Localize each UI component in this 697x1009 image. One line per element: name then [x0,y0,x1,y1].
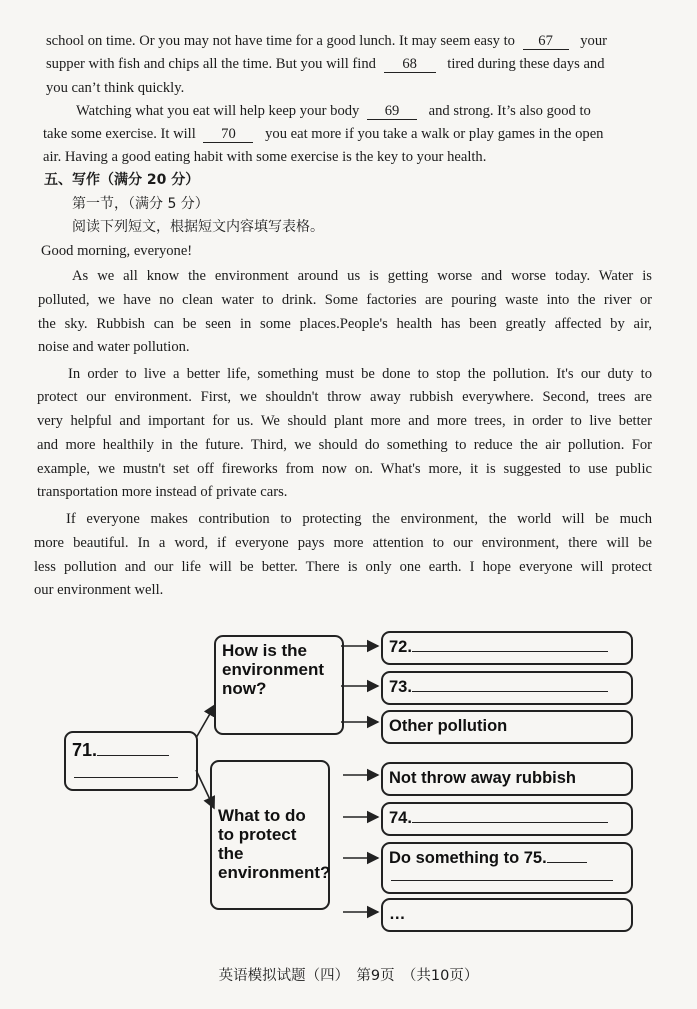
blank-68: 68 [384,56,436,73]
article-line: polluted, we have no clean water to drink. Some factories are pouring waste into the river or [38,292,652,308]
do-something-box [381,842,633,894]
article-line: noise and water pollution. [38,339,190,355]
answer-box-74 [381,802,633,836]
passage-line: you can’t think quickly. [46,80,185,96]
article-line: In order to live a better life, something must be done to stop the pollution. It's our duty to [68,366,652,382]
blank-69: 69 [367,103,417,120]
article-line: example, we mustn't set off fireworks from now on. What's more, it is suggested to use public [37,461,652,477]
article-line: If everyone makes contribution to protecting the environment, the world will be much [66,511,652,527]
passage-line: air. Having a good eating habit with some exercise is the key to your health. [43,149,487,165]
article-line: our environment well. [34,582,164,598]
ellipsis-box: … [381,898,633,932]
answer-73-label: 73. [389,678,412,696]
article-greeting: Good morning, everyone! [41,243,193,259]
answer-74-label: 74. [389,809,412,827]
other-pollution-box: Other pollution [381,710,633,744]
article-line: and more healthily in the future. Third, we should do something to reduce the air pollution. For [37,437,652,453]
question-box-protect: What to do to protect the environment? [210,760,330,910]
answer-75-line-2[interactable] [391,880,613,881]
not-throw-rubbish-box: Not throw away rubbish [381,762,633,796]
answer-box-73 [381,671,633,705]
passage-line: take some exercise. It will 70 you eat more if you take a walk or play games in the open [43,126,604,142]
page-footer: 英语模拟试题（四） 第9页 （共10页） [218,968,479,984]
blank-70: 70 [203,126,253,143]
section-title: 五、写作（满分 20 分） [44,172,200,188]
answer-72-label: 72. [389,638,412,656]
blank-71-label: 71. [72,740,98,760]
article-line: protect our environment. First, we shouldn't throw away rubbish everywhere. Second, trees are [37,389,652,405]
article-line: As we all know the environment around us is getting worse and worse today. Water is [72,268,652,284]
section-instruction: 阅读下列短文，根据短文内容填写表格。 [72,219,324,235]
section-part: 第一节，（满分 5 分） [72,196,209,212]
answer-box-72 [381,631,633,665]
article-line: more beautiful. In a word, if everyone pays more attention to our environment, there will be [34,535,652,551]
article-line: very helpful and important for us. We should plant more and more trees, in order to live better [37,413,652,429]
blank-71-line[interactable] [97,741,169,756]
article-line: less pollution and our life will be better. There is only one earth. I hope everyone will protect [34,559,652,575]
answer-74-line[interactable] [412,808,608,823]
answer-72-line[interactable] [412,637,608,652]
passage-line: Watching what you eat will help keep your body 69 and strong. It’s also good to [76,103,591,119]
article-line: the sky. Rubbish can be seen in some places.People's health has been greatly affected by air, [38,316,652,332]
do-something-label: Do something to 75. [389,849,547,867]
question-box-now: How is the environment now? [214,635,344,735]
diagram-root-box [64,731,198,791]
article-line: transportation more instead of private cars. [37,484,288,500]
answer-73-line[interactable] [412,677,608,692]
blank-67: 67 [523,33,569,50]
blank-71-line-2[interactable] [74,777,178,778]
passage-line: supper with fish and chips all the time. But you will find 68 tired during these days and [46,56,605,72]
answer-75-line[interactable] [547,848,587,863]
passage-line: school on time. Or you may not have time for a good lunch. It may seem easy to 67 your [46,33,607,49]
